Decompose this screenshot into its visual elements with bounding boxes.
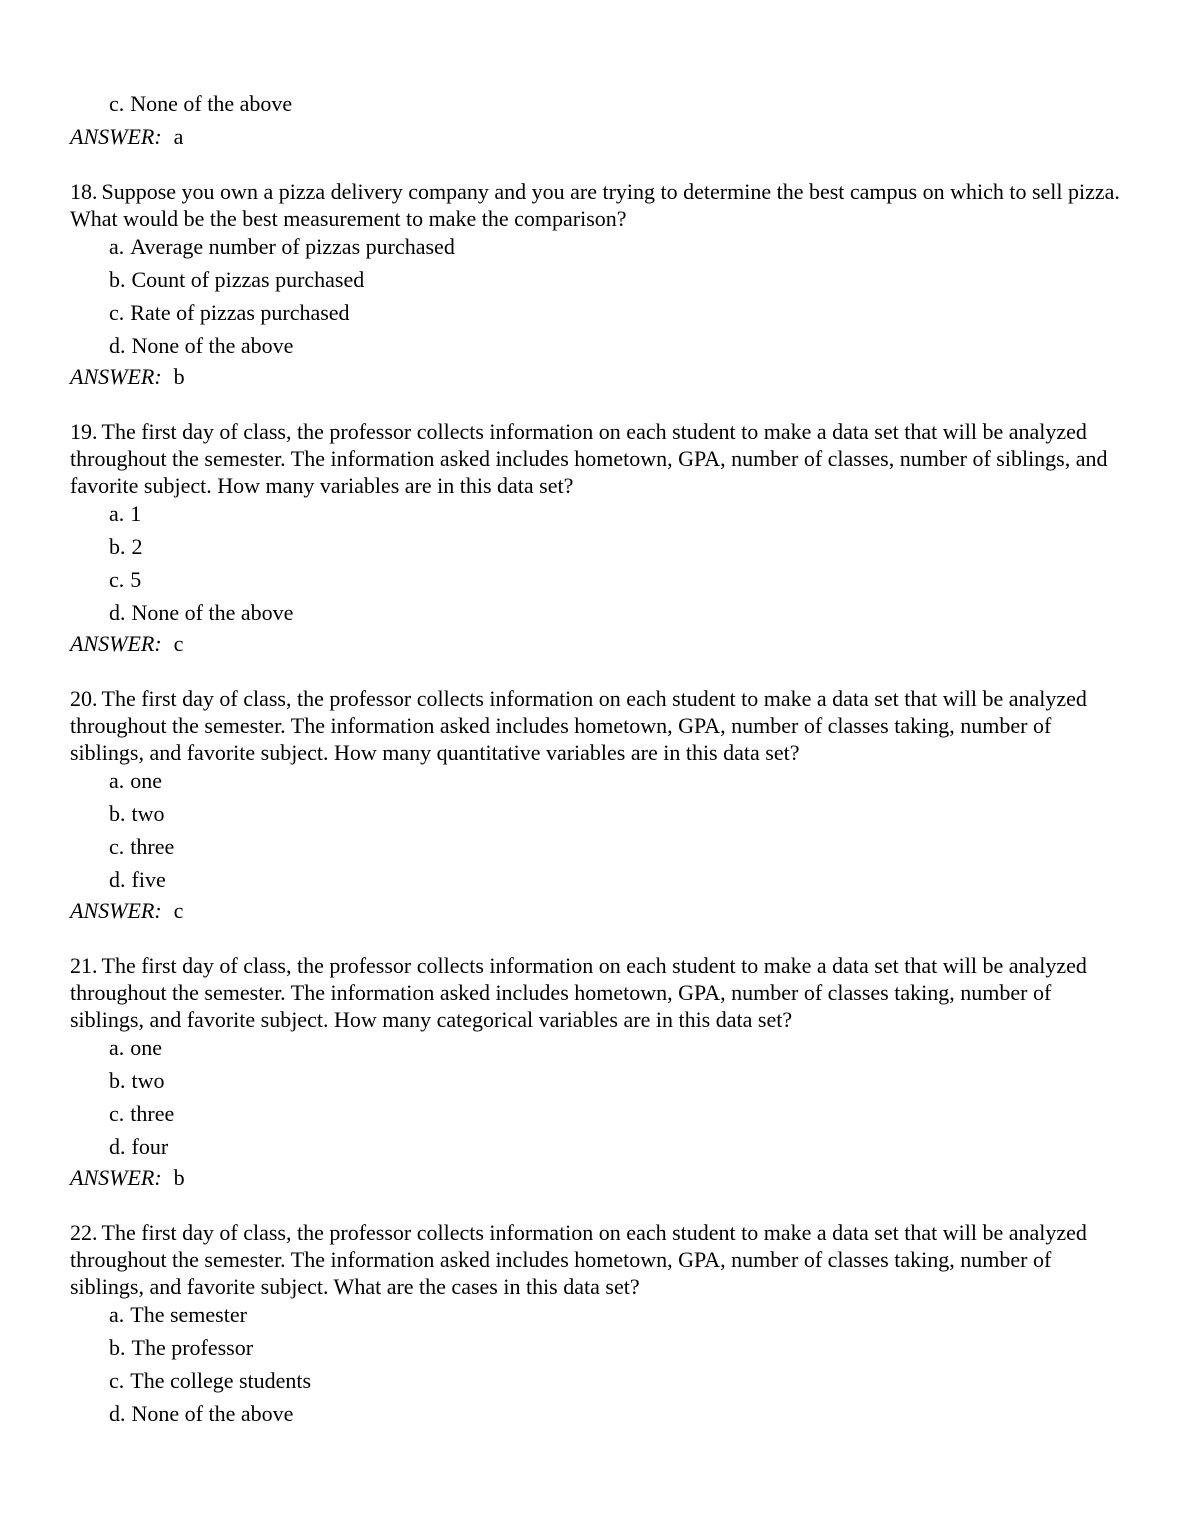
answer-label: ANSWER:: [70, 124, 162, 149]
question-18: [70, 178, 1130, 394]
option-item: [109, 332, 1130, 363]
question-number: 22.: [70, 1220, 98, 1245]
option-text: five: [131, 867, 166, 892]
answer-value: c: [173, 631, 184, 656]
option-letter: a.: [109, 1035, 125, 1060]
option-letter: b.: [109, 534, 126, 559]
answer-value: c: [173, 898, 184, 923]
question-number: 19.: [70, 419, 98, 444]
option-text: Count of pizzas purchased: [131, 267, 365, 292]
option-letter: d.: [109, 1134, 126, 1159]
option-letter: d.: [109, 333, 126, 358]
answer-value: b: [173, 1165, 185, 1190]
answer-line: [70, 123, 1130, 154]
carryover-block: [70, 90, 1130, 154]
answer-line: [70, 897, 1130, 928]
answer-line: [70, 630, 1130, 661]
option-letter: d.: [109, 867, 126, 892]
option-item: [109, 1301, 1130, 1334]
question-21: [70, 952, 1130, 1195]
option-letter: c.: [109, 1101, 125, 1126]
option-text: Average number of pizzas purchased: [130, 234, 455, 259]
option-text: four: [131, 1134, 169, 1159]
option-item: [109, 299, 1130, 332]
option-item: [109, 233, 1130, 266]
option-letter: b.: [109, 1335, 126, 1360]
option-item: [109, 1067, 1130, 1100]
option-item: [109, 266, 1130, 299]
answer-label: ANSWER:: [70, 364, 162, 389]
option-text: two: [131, 1068, 165, 1093]
option-item: [109, 533, 1130, 566]
answer-label: ANSWER:: [70, 898, 162, 923]
option-letter: d.: [109, 600, 126, 625]
option-text: 5: [130, 567, 142, 592]
option-item: [109, 566, 1130, 599]
option-item: [109, 90, 1130, 123]
question-body: Suppose you own a pizza delivery company and you are trying to determine the best campus on which to sell pizza. What would be the best measurement to make the comparison?: [70, 179, 1120, 231]
option-text: three: [130, 1101, 175, 1126]
option-text: None of the above: [131, 1401, 294, 1426]
option-text: None of the above: [131, 600, 294, 625]
answer-line: [70, 363, 1130, 394]
answer-label: ANSWER:: [70, 631, 162, 656]
option-letter: d.: [109, 1401, 126, 1426]
option-letter: b.: [109, 801, 126, 826]
question-body: The first day of class, the professor collects information on each student to make a data set that will be analyzed throughout the semester. The information asked includes hometown, GPA, number of classes taking, number of siblings, and favorite subject. How many categorical variables are in this data set?: [70, 953, 1087, 1032]
question-number: 21.: [70, 953, 98, 978]
option-letter: a.: [109, 501, 125, 526]
option-text: The professor: [131, 1335, 254, 1360]
option-letter: c.: [109, 300, 125, 325]
answer-line: [70, 1164, 1130, 1195]
option-item: [109, 500, 1130, 533]
option-letter: b.: [109, 1068, 126, 1093]
question-body: The first day of class, the professor collects information on each student to make a data set that will be analyzed throughout the semester. The information asked includes hometown, GPA, number of classes taking, number of siblings, and favorite subject. How many quantitative variables are in this data set?: [70, 686, 1087, 765]
option-letter: c.: [109, 567, 125, 592]
option-text: The semester: [130, 1302, 247, 1327]
option-letter: a.: [109, 768, 125, 793]
question-body: The first day of class, the professor collects information on each student to make a data set that will be analyzed throughout the semester. The information asked includes hometown, GPA, number of classes, number of siblings, and favorite subject. How many variables are in this data set?: [70, 419, 1108, 498]
question-number: 20.: [70, 686, 98, 711]
option-text: None of the above: [130, 91, 293, 116]
question-text: [70, 685, 1130, 766]
question-19: [70, 418, 1130, 661]
answer-value: a: [173, 124, 184, 149]
option-item: [109, 1034, 1130, 1067]
question-20: [70, 685, 1130, 928]
document-page: [70, 90, 1130, 1431]
question-number: 18.: [70, 179, 98, 204]
option-item: [109, 1367, 1130, 1400]
option-letter: c.: [109, 91, 125, 116]
option-letter: a.: [109, 234, 125, 259]
option-text: one: [130, 768, 163, 793]
option-item: [109, 1133, 1130, 1164]
option-letter: c.: [109, 1368, 125, 1393]
option-item: [109, 1400, 1130, 1431]
option-item: [109, 1100, 1130, 1133]
option-item: [109, 866, 1130, 897]
question-text: [70, 418, 1130, 499]
option-item: [109, 800, 1130, 833]
option-item: [109, 833, 1130, 866]
question-text: [70, 1219, 1130, 1300]
option-item: [109, 599, 1130, 630]
question-22: [70, 1219, 1130, 1431]
option-text: one: [130, 1035, 163, 1060]
option-text: Rate of pizzas purchased: [130, 300, 350, 325]
option-text: 1: [130, 501, 142, 526]
option-letter: b.: [109, 267, 126, 292]
option-text: three: [130, 834, 175, 859]
option-text: 2: [131, 534, 143, 559]
option-item: [109, 1334, 1130, 1367]
question-text: [70, 952, 1130, 1033]
answer-value: b: [173, 364, 185, 389]
option-text: two: [131, 801, 165, 826]
option-item: [109, 767, 1130, 800]
option-text: The college students: [130, 1368, 312, 1393]
question-text: [70, 178, 1130, 232]
question-body: The first day of class, the professor collects information on each student to make a data set that will be analyzed throughout the semester. The information asked includes hometown, GPA, number of classes taking, number of siblings, and favorite subject. What are the cases in this data set?: [70, 1220, 1087, 1299]
answer-label: ANSWER:: [70, 1165, 162, 1190]
option-text: None of the above: [131, 333, 294, 358]
option-letter: a.: [109, 1302, 125, 1327]
option-letter: c.: [109, 834, 125, 859]
